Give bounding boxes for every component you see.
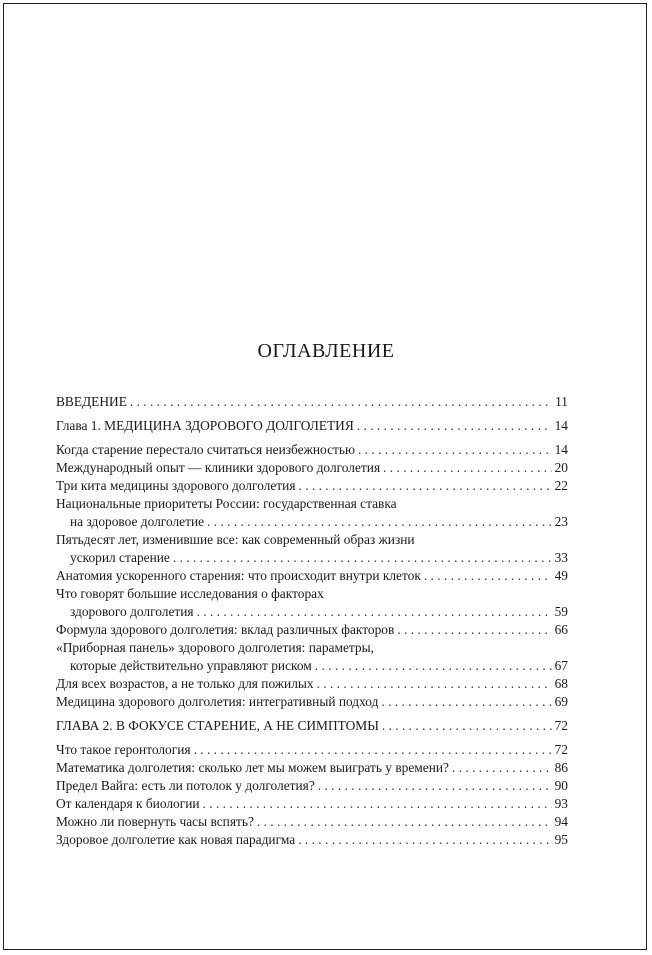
toc-entry-label: Анатомия ускоренного старения: что происходит внутри клеток	[56, 568, 421, 583]
dot-leader	[203, 795, 552, 813]
toc-entry[interactable]	[56, 813, 568, 831]
toc-entry-label: Когда старение перестало считаться неизбежностью	[56, 442, 355, 457]
toc-page-number: 23	[554, 514, 568, 529]
toc-page-number: 59	[554, 604, 568, 619]
toc-entry[interactable]	[56, 741, 568, 759]
toc-entry[interactable]	[56, 459, 568, 477]
toc-entry-label: Формула здорового долголетия: вклад различных факторов	[56, 622, 395, 637]
toc-entry-label: Что такое геронтология	[56, 742, 191, 757]
dot-leader	[383, 459, 552, 477]
toc-page-number: 95	[554, 832, 568, 847]
toc-entry-label: Глава 1. МЕДИЦИНА ЗДОРОВОГО ДОЛГОЛЕТИЯ	[56, 418, 354, 433]
toc-entry-multiline[interactable]	[56, 585, 568, 621]
dot-leader	[197, 603, 552, 621]
toc-entry-first-line: Что говорят большие исследования о факторах	[56, 586, 324, 601]
toc-entry[interactable]	[56, 621, 568, 639]
toc-entry[interactable]	[56, 693, 568, 711]
toc-entry-label: Можно ли повернуть часы вспять?	[56, 814, 254, 829]
toc-page-number: 94	[554, 814, 568, 829]
toc-entry-label: Предел Вайга: есть ли потолок у долголетия?	[56, 778, 315, 793]
toc-entry[interactable]	[56, 777, 568, 795]
dot-leader	[194, 741, 552, 759]
toc-entry-label: Для всех возрастов, а не только для пожилых	[56, 676, 314, 691]
toc-entry[interactable]	[56, 759, 568, 777]
toc-page-number: 72	[554, 718, 568, 733]
toc-page-number: 67	[554, 658, 568, 673]
toc-entry[interactable]	[56, 831, 568, 849]
toc-entry[interactable]	[56, 795, 568, 813]
dot-leader	[397, 621, 551, 639]
toc-entry-label: ускорил старение	[70, 550, 170, 565]
dot-leader	[298, 831, 551, 849]
toc-entry-introduction[interactable]	[56, 393, 568, 411]
toc-entry[interactable]	[56, 477, 568, 495]
toc-entry[interactable]	[56, 441, 568, 459]
toc-entry-label: здорового долголетия	[70, 604, 194, 619]
toc-entry-label: Три кита медицины здорового долголетия	[56, 478, 296, 493]
toc-entry-label: Международный опыт — клиники здорового долголетия	[56, 460, 381, 475]
dot-leader	[318, 777, 552, 795]
toc-page-number: 14	[554, 442, 568, 457]
toc-page-number: 20	[554, 460, 568, 475]
toc-entry-label: Медицина здорового долголетия: интегративный подход	[56, 694, 379, 709]
toc-entry-first-line: «Приборная панель» здорового долголетия: параметры,	[56, 640, 374, 655]
toc-page-number: 14	[554, 418, 568, 433]
toc-page-number: 11	[555, 394, 568, 409]
toc-entry-label: которые действительно управляют риском	[70, 658, 312, 673]
toc-entry[interactable]	[56, 675, 568, 693]
toc-entry[interactable]	[56, 567, 568, 585]
toc-entry-multiline[interactable]	[56, 531, 568, 567]
toc-entry-label: От календаря к биологии	[56, 796, 200, 811]
toc-entry-label: Здоровое долголетие как новая парадигма	[56, 832, 296, 847]
dot-leader	[382, 717, 552, 735]
dot-leader	[257, 813, 552, 831]
toc-entry-multiline[interactable]	[56, 639, 568, 675]
dot-leader	[317, 675, 552, 693]
toc-page-number: 22	[554, 478, 568, 493]
dot-leader	[452, 759, 552, 777]
table-of-contents	[56, 393, 568, 849]
dot-leader	[424, 567, 552, 585]
toc-page-number: 68	[554, 676, 568, 691]
toc-page-number: 69	[554, 694, 568, 709]
toc-page-number: 72	[554, 742, 568, 757]
dot-leader	[207, 513, 552, 531]
dot-leader	[299, 477, 552, 495]
toc-entry-label: на здоровое долголетие	[70, 514, 205, 529]
toc-chapter-1[interactable]	[56, 417, 568, 435]
toc-entry-multiline[interactable]	[56, 495, 568, 531]
toc-entry-label: ВВЕДЕНИЕ	[56, 394, 127, 409]
dot-leader	[315, 657, 552, 675]
dot-leader	[381, 693, 551, 711]
dot-leader	[173, 549, 552, 567]
dot-leader	[357, 417, 552, 435]
toc-page-number: 49	[554, 568, 568, 583]
toc-chapter-2[interactable]	[56, 717, 568, 735]
toc-entry-first-line: Национальные приоритеты России: государственная ставка	[56, 496, 397, 511]
toc-entry-label: Математика долголетия: сколько лет мы можем выиграть у времени?	[56, 760, 449, 775]
page-title: ОГЛАВЛЕНИЕ	[257, 340, 395, 362]
toc-page-number: 66	[554, 622, 568, 637]
dot-leader	[358, 441, 552, 459]
toc-page-number: 33	[554, 550, 568, 565]
toc-page-number: 86	[554, 760, 568, 775]
toc-entry-label: ГЛАВА 2. В ФОКУСЕ СТАРЕНИЕ, А НЕ СИМПТОМЫ	[56, 718, 379, 733]
toc-page-number: 90	[554, 778, 568, 793]
toc-page-number: 93	[554, 796, 568, 811]
toc-entry-first-line: Пятьдесят лет, изменившие все: как современный образ жизни	[56, 532, 415, 547]
dot-leader	[130, 393, 552, 411]
